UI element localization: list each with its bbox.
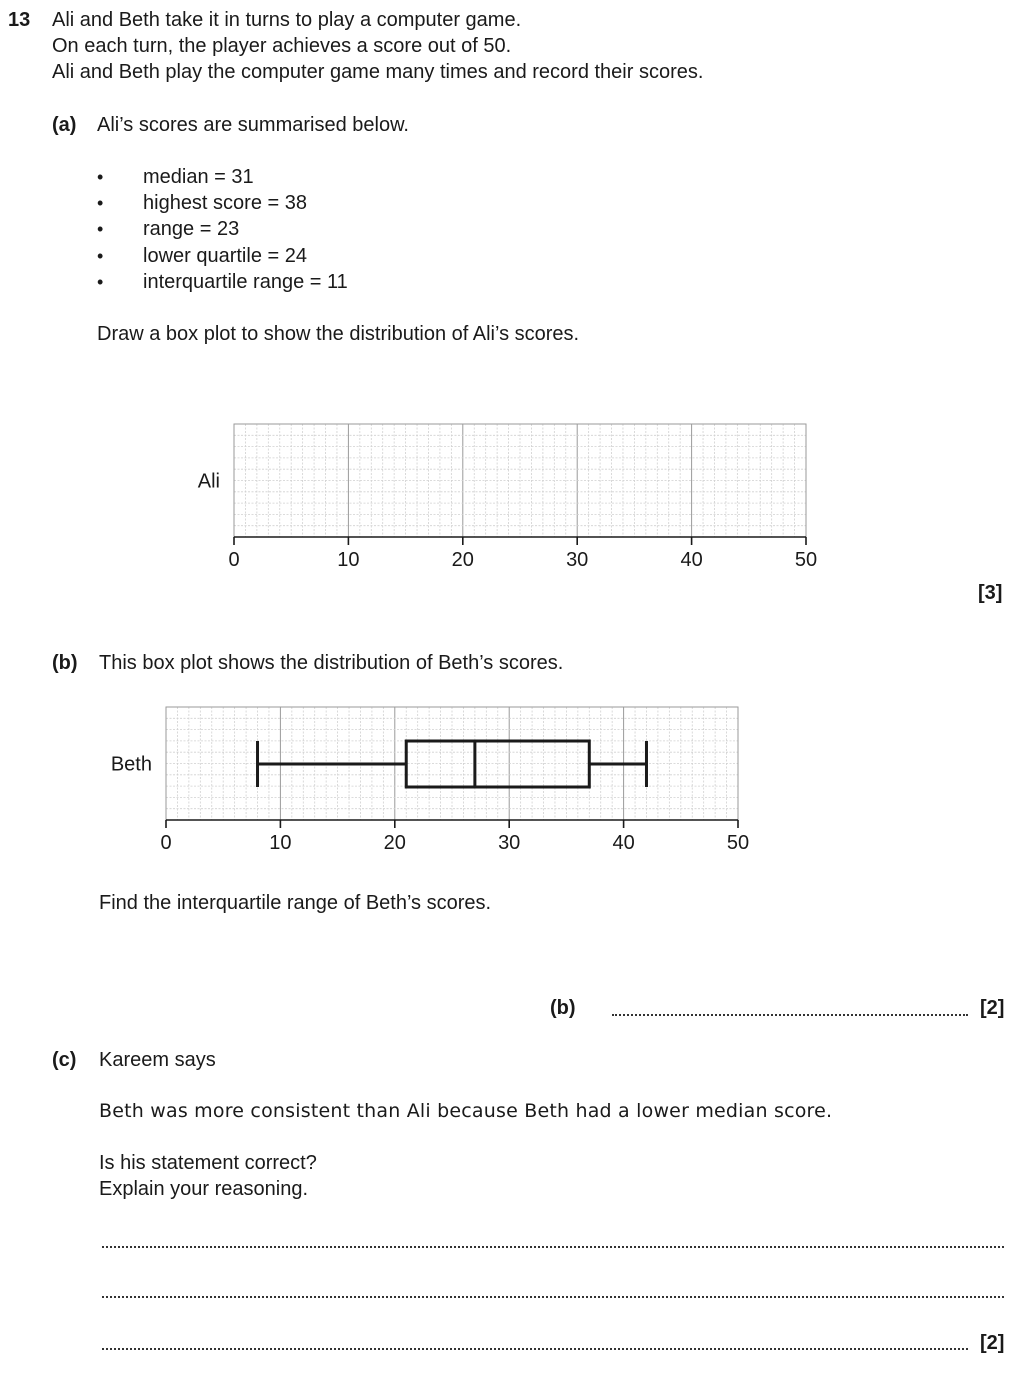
intro-line-1: Ali and Beth take it in turns to play a computer game. bbox=[52, 9, 522, 31]
x-tick-label: 40 bbox=[612, 832, 635, 854]
summary-item: median = 31 bbox=[143, 166, 254, 188]
part-b-answer-label: (b) bbox=[550, 997, 576, 1019]
answer-line-3[interactable] bbox=[102, 1348, 968, 1350]
part-c-marks: [2] bbox=[980, 1332, 1005, 1354]
question-number: 13 bbox=[8, 9, 31, 31]
intro-line-2: On each turn, the player achieves a score out of 50. bbox=[52, 35, 512, 57]
x-tick-label: 50 bbox=[726, 832, 750, 854]
part-c-question-1: Is his statement correct? bbox=[99, 1152, 317, 1174]
x-tick-label: 40 bbox=[680, 549, 703, 571]
part-c-label: (c) bbox=[52, 1049, 77, 1071]
part-b-label: (b) bbox=[52, 652, 78, 674]
row-label: Ali bbox=[197, 470, 220, 493]
x-tick-label: 30 bbox=[498, 832, 521, 854]
x-tick-label: 20 bbox=[383, 832, 406, 854]
bullet-icon: • bbox=[97, 193, 104, 213]
summary-item: lower quartile = 24 bbox=[143, 245, 307, 267]
part-a-instruction: Draw a box plot to show the distribution of Ali’s scores. bbox=[97, 323, 580, 345]
part-c-text: Kareem says bbox=[99, 1049, 216, 1071]
summary-item: range = 23 bbox=[143, 218, 240, 240]
summary-item: highest score = 38 bbox=[143, 192, 307, 214]
x-tick-label: 0 bbox=[160, 832, 172, 854]
summary-item: interquartile range = 11 bbox=[143, 271, 348, 293]
intro-line-3: Ali and Beth play the computer game many times and record their scores. bbox=[52, 61, 704, 83]
bullet-icon: • bbox=[97, 272, 104, 292]
part-b-answer-line[interactable] bbox=[612, 1014, 968, 1016]
row-label: Beth bbox=[110, 753, 152, 776]
x-tick-label: 10 bbox=[337, 549, 360, 571]
answer-line-2[interactable] bbox=[102, 1296, 1004, 1298]
kareem-quote: Beth was more consistent than Ali because Beth had a lower median score. bbox=[99, 1100, 833, 1122]
bullet-icon: • bbox=[97, 246, 104, 266]
x-tick-label: 50 bbox=[794, 549, 818, 571]
part-a-label: (a) bbox=[52, 114, 77, 136]
answer-line-1[interactable] bbox=[102, 1246, 1004, 1248]
part-b-text: This box plot shows the distribution of Beth’s scores. bbox=[99, 652, 564, 674]
x-tick-label: 30 bbox=[566, 549, 589, 571]
x-tick-label: 0 bbox=[228, 549, 240, 571]
part-b-instruction: Find the interquartile range of Beth’s scores. bbox=[99, 892, 492, 914]
x-tick-label: 10 bbox=[269, 832, 292, 854]
x-tick-label: 20 bbox=[451, 549, 474, 571]
part-c-question-2: Explain your reasoning. bbox=[99, 1178, 309, 1200]
part-a-marks: [3] bbox=[978, 582, 1003, 604]
bullet-icon: • bbox=[97, 219, 104, 239]
part-b-marks: [2] bbox=[980, 997, 1005, 1019]
part-a-text: Ali’s scores are summarised below. bbox=[97, 114, 409, 136]
bullet-icon: • bbox=[97, 167, 104, 187]
